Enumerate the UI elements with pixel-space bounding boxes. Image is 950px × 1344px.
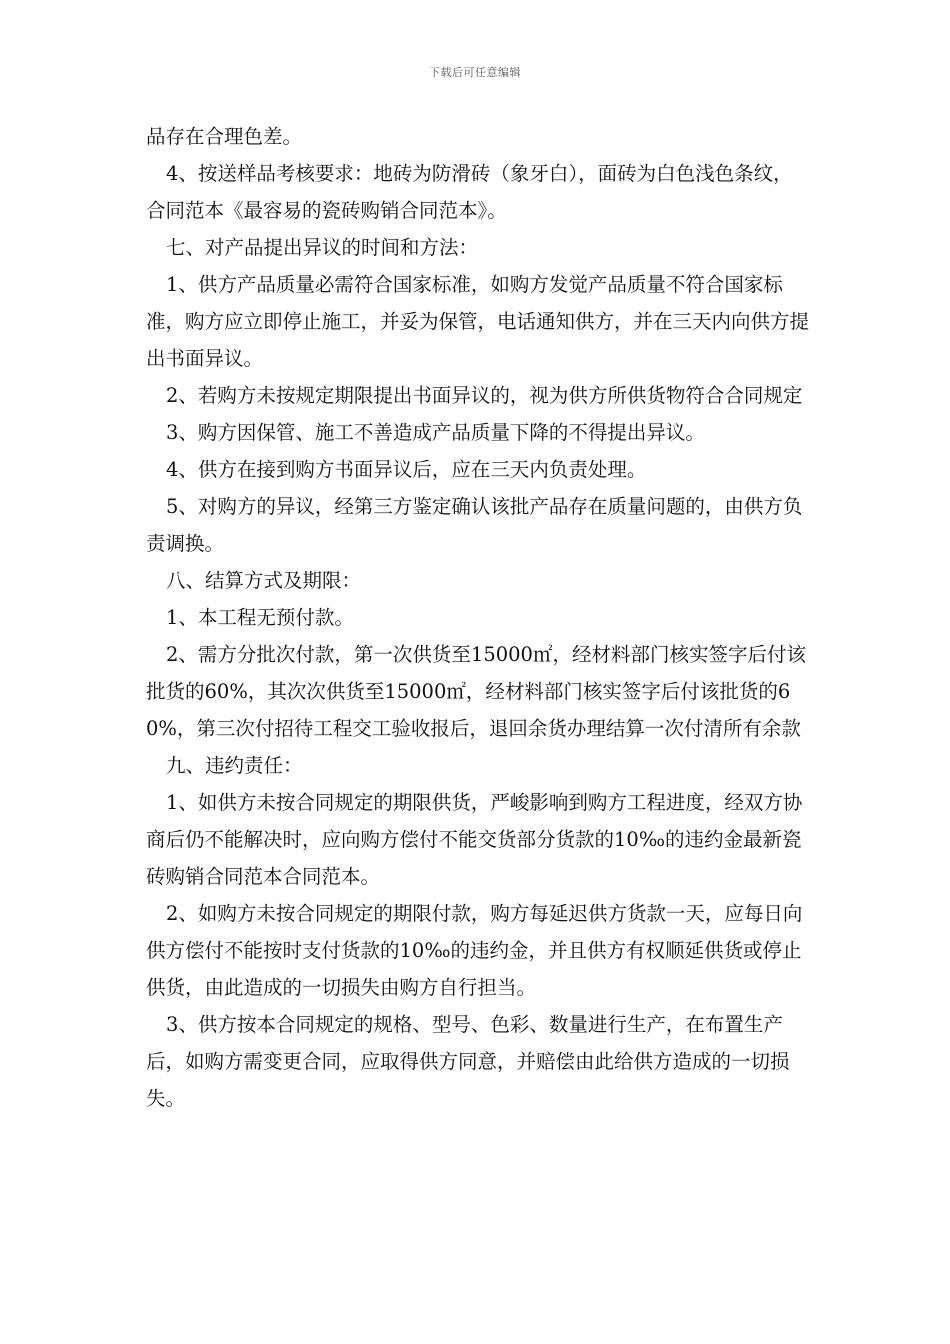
paragraph: 4、供方在接到购方书面异议后，应在三天内负责处理。 <box>166 458 647 481</box>
paragraph: 2、需方分批次付款，第一次供货至15000㎡，经材料部门核实签字后付该批货的60%，其次次供货至15000㎡，经材料部门核实签字后付该批货的60%，第三次付招待工程交工验收报后，退回余货办理结算一次付清所有余款 <box>146 643 806 740</box>
paragraph: 品存在合理色差。 <box>146 125 303 148</box>
paragraph: 2、如购方未按合同规定的期限付款，购方每延迟供方货款一天，应每日向供方偿付不能按时支付货款的10‰的违约金，并且供方有权顺延供货或停止供货，由此造成的一切损失由购方自行担当。 <box>146 902 803 999</box>
paragraph: 1、本工程无预付款。 <box>166 606 354 629</box>
paragraph: 1、如供方未按合同规定的期限供货，严峻影响到购方工程进度，经双方协商后仍不能解决时，应向购方偿付不能交货部分货款的10‰的违约金最新瓷砖购销合同范本合同范本。 <box>146 791 803 888</box>
paragraph: 2、若购方未按规定期限提出书面异议的，视为供方所供货物符合合同规定 <box>166 384 803 407</box>
document-body <box>146 118 810 1117</box>
page-header: 下载后可任意编辑 <box>429 66 521 79</box>
paragraph: 3、购方因保管、施工不善造成产品质量下降的不得提出异议。 <box>166 421 705 444</box>
paragraph: 5、对购方的异议，经第三方鉴定确认该批产品存在质量问题的，由供方负责调换。 <box>146 495 803 555</box>
paragraph: 3、供方按本合同规定的规格、型号、色彩、数量进行生产，在布置生产后，如购方需变更合同，应取得供方同意，并赔偿由此给供方造成的一切损失。 <box>146 1013 790 1110</box>
paragraph: 4、按送样品考核要求：地砖为防滑砖（象牙白），面砖为白色浅色条纹，合同范本《最容易的瓷砖购销合同范本》。 <box>146 162 793 222</box>
section-heading: 七、对产品提出异议的时间和方法： <box>166 236 479 259</box>
section-heading: 八、结算方式及期限： <box>166 569 362 592</box>
paragraph: 1、供方产品质量必需符合国家标准，如购方发觉产品质量不符合国家标准，购方应立即停止施工，并妥为保管，电话通知供方，并在三天内向供方提出书面异议。 <box>146 273 810 370</box>
section-heading: 九、违约责任： <box>166 754 303 777</box>
